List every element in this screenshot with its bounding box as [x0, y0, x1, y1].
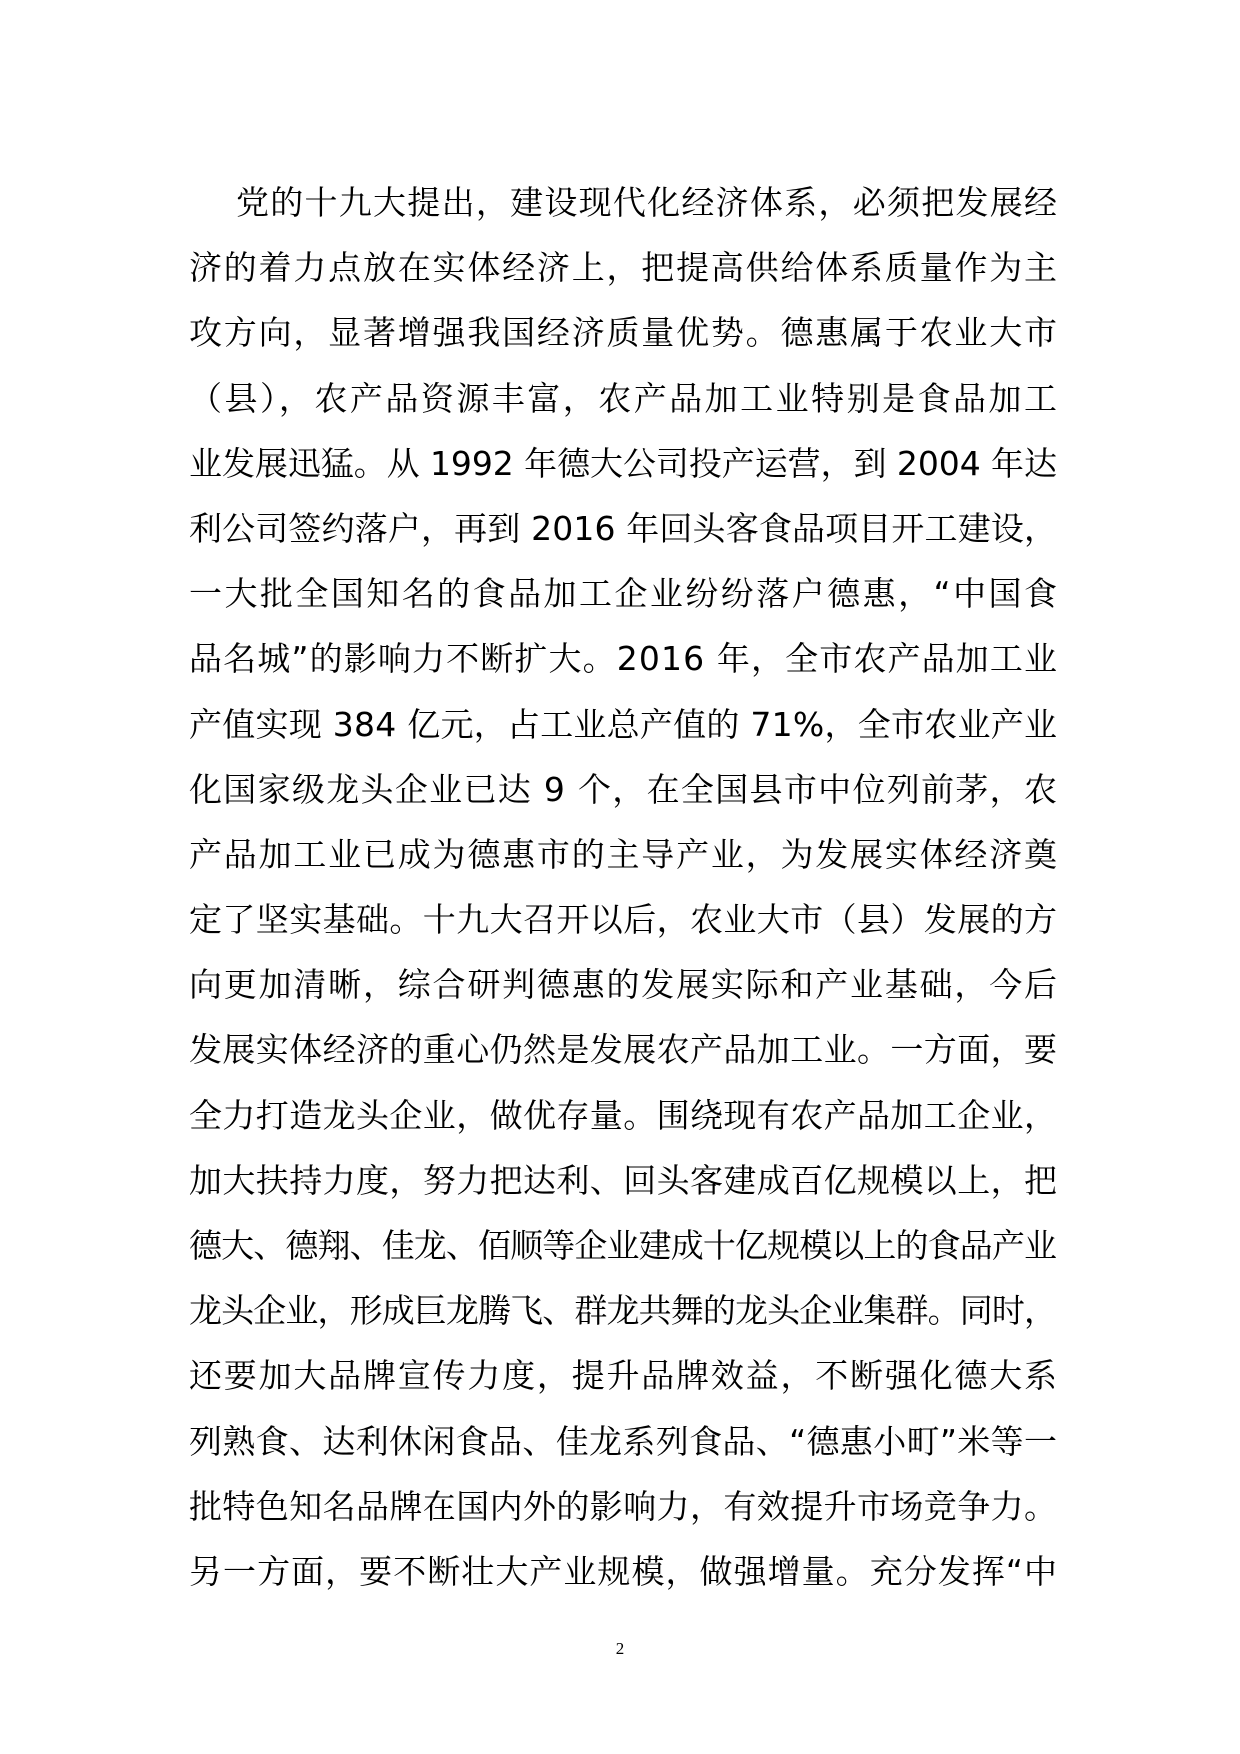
text-line: 一大批全国知名的食品加工企业纷纷落户德惠，“中国食 — [189, 574, 1060, 614]
text-line-container — [189, 1474, 1057, 1539]
text-line-container — [189, 1017, 1057, 1082]
text-line-container — [189, 822, 1057, 887]
text-line-container — [189, 431, 1057, 496]
text-line: 加大扶持力度，努力把达利、回头客建成百亿规模以上，把 — [189, 1160, 1058, 1200]
text-line-container — [189, 1539, 1057, 1604]
text-line: 业发展迅猛。从 1992 年德大公司投产运营，到 2004 年达 — [189, 443, 1057, 483]
text-line-container — [189, 1409, 1057, 1474]
text-line: （县），农产品资源丰富，农产品加工业特别是食品加工 — [189, 378, 1060, 418]
text-line-container — [189, 626, 1057, 691]
text-line: 向更加清晰，综合研判德惠的发展实际和产业基础，今后 — [189, 965, 1059, 1005]
text-line-container — [189, 1083, 1057, 1148]
text-line: 龙头企业，形成巨龙腾飞、群龙共舞的龙头企业集群。同时， — [189, 1291, 1057, 1331]
text-line-container — [189, 1213, 1057, 1278]
text-line-container — [189, 561, 1060, 626]
text-line: 产品加工业已成为德惠市的主导产业，为发展实体经济奠 — [189, 834, 1059, 874]
text-line-container — [189, 1148, 1057, 1213]
text-line: 德大、德翔、佳龙、佰顺等企业建成十亿规模以上的食品产业 — [189, 1226, 1057, 1265]
text-line: 全力打造龙头企业，做优存量。围绕现有农产品加工企业， — [189, 1095, 1058, 1135]
text-line: 还要加大品牌宣传力度，提升品牌效益，不断强化德大系 — [189, 1356, 1059, 1396]
page-number: 2 — [615, 1639, 625, 1658]
text-line: 定了坚实基础。十九大召开以后，农业大市（县）发展的方 — [189, 900, 1058, 940]
text-line-container — [189, 952, 1057, 1017]
text-line-container — [189, 887, 1057, 952]
text-line: 批特色知名品牌在国内外的影响力，有效提升市场竞争力。 — [189, 1486, 1058, 1526]
text-line: 产值实现 384 亿元，占工业总产值的 71%，全市农业产业 — [189, 704, 1058, 744]
text-line-container — [189, 692, 1057, 757]
text-line: 品名城”的影响力不断扩大。2016 年，全市农产品加工业 — [189, 639, 1059, 679]
text-line-container — [189, 366, 1060, 431]
body-paragraph — [189, 170, 1060, 1604]
text-line-container — [189, 300, 1057, 365]
text-line-container — [189, 757, 1057, 822]
text-line-container — [189, 235, 1057, 300]
text-line-container — [189, 496, 1057, 561]
text-line: 济的着力点放在实体经济上，把提高供给体系质量作为主 — [189, 248, 1059, 288]
text-line: 攻方向，显著增强我国经济质量优势。德惠属于农业大市 — [189, 313, 1059, 353]
text-line: 利公司签约落户，再到 2016 年回头客食品项目开工建设， — [189, 508, 1058, 548]
text-line: 党的十九大提出，建设现代化经济体系，必须把发展经 — [236, 183, 1059, 222]
text-line: 化国家级龙头企业已达 9 个，在全国县市中位列前茅，农 — [189, 769, 1059, 809]
text-line-container — [189, 1343, 1057, 1408]
text-line-container — [189, 170, 1057, 235]
text-line: 发展实体经济的重心仍然是发展农产品加工业。一方面，要 — [189, 1030, 1058, 1070]
text-line: 列熟食、达利休闲食品、佳龙系列食品、“德惠小町”米等一 — [189, 1421, 1058, 1461]
text-line-container — [189, 1278, 1057, 1343]
text-line: 另一方面，要不断壮大产业规模，做强增量。充分发挥“中 — [189, 1551, 1059, 1591]
